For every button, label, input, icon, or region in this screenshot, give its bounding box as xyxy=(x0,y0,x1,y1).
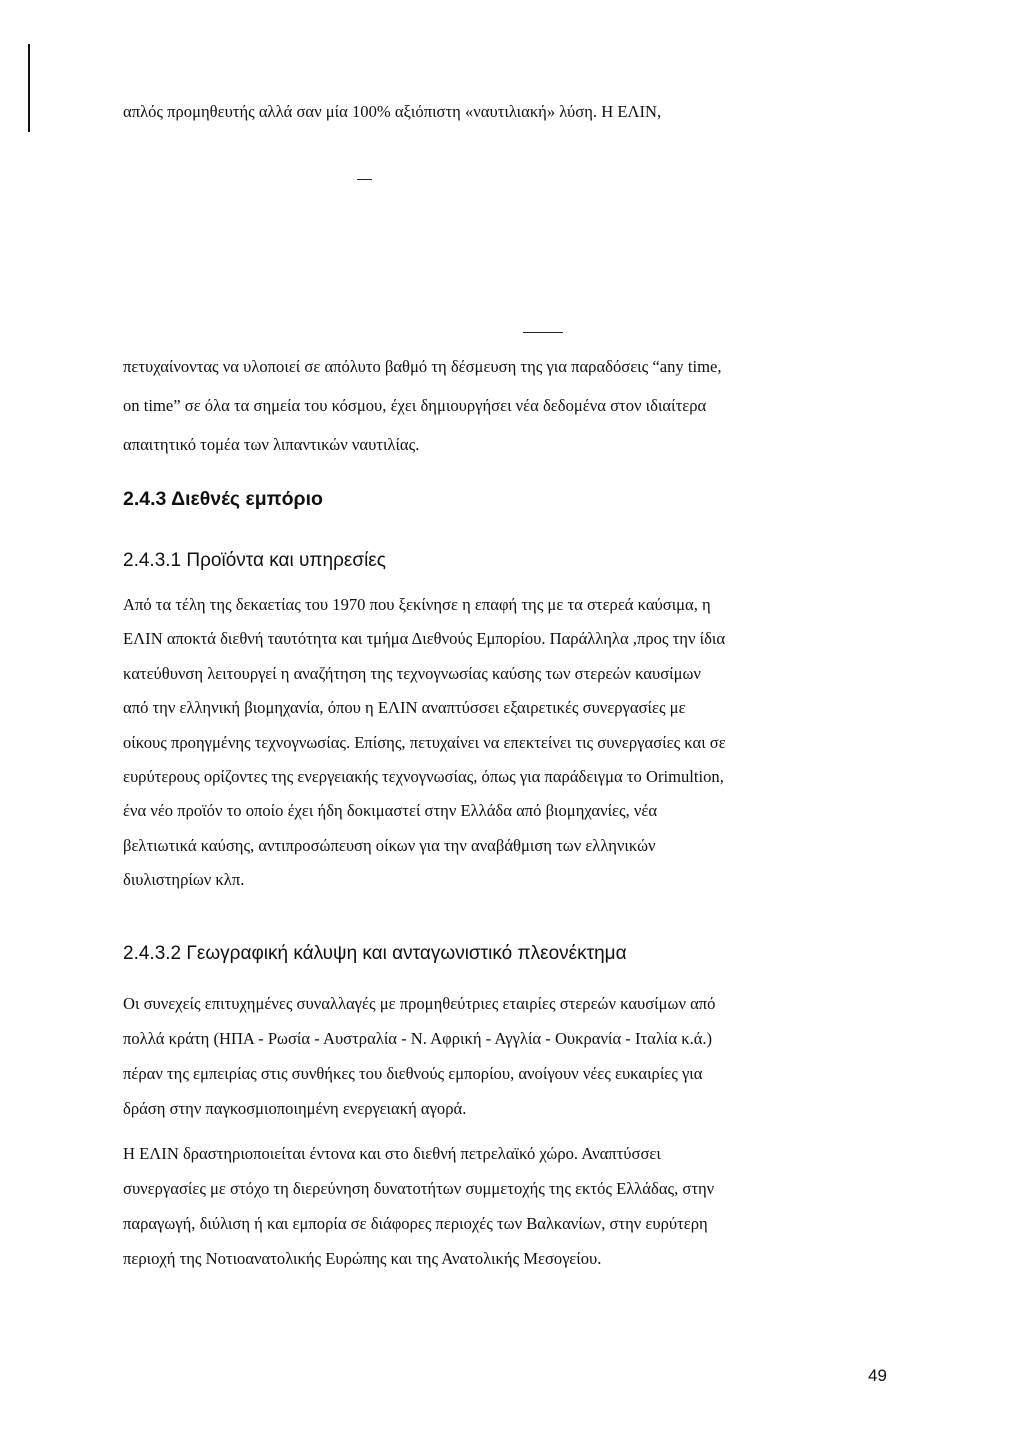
text-line: Η ΕΛΙΝ δραστηριοποιείται έντονα και στο διεθνή πετρελαϊκό χώρο. Αναπτύσσει xyxy=(123,1144,661,1163)
products-services-paragraph xyxy=(123,595,893,905)
text-line: βελτιωτικά καύσης, αντιπροσώπευση οίκων για την αναβάθμιση των ελληνικών xyxy=(123,835,656,855)
geographic-coverage-paragraph xyxy=(123,994,893,1134)
text-line: κατεύθυνση λειτουργεί η αναζήτηση της τεχνογνωσίας καύσης των στερεών καυσίμων xyxy=(123,663,701,683)
scan-edge-line xyxy=(28,44,30,132)
text-line: Οι συνεχείς επιτυχημένες συναλλαγές με προμηθεύτριες εταιρίες στερεών καυσίμων από xyxy=(123,994,716,1013)
text-line: συνεργασίες με στόχο τη διερεύνηση δυνατοτήτων συμμετοχής της εκτός Ελλάδας, στην xyxy=(123,1179,715,1198)
text-line: πολλά κράτη (ΗΠΑ - Ρωσία - Αυστραλία - Ν. Αφρική - Αγγλία - Ουκρανία - Ιταλία κ.ά.) xyxy=(123,1029,713,1048)
text-line: από την ελληνική βιομηχανία, όπου η ΕΛΙΝ αναπτύσσει εξαιρετικές συνεργασίες με xyxy=(123,698,686,718)
subsection-heading-2-4-3-2: 2.4.3.2 Γεωγραφική κάλυψη και ανταγωνιστικό πλεονέκτημα xyxy=(123,943,627,964)
divider-mark xyxy=(523,332,563,333)
text-line: πέραν της εμπειρίας στις συνθήκες του διεθνούς εμπορίου, ανοίγουν νέες ευκαιρίες για xyxy=(123,1064,703,1083)
intro-paragraph xyxy=(123,102,893,122)
international-oil-paragraph xyxy=(123,1144,893,1284)
text-line: ΕΛΙΝ αποκτά διεθνή ταυτότητα και τμήμα Διεθνούς Εμπορίου. Παράλληλα ,προς την ίδια xyxy=(123,629,726,649)
page-number: 49 xyxy=(868,1366,887,1385)
text-line: διυλιστηρίων κλπ. xyxy=(123,870,245,890)
text-line: απλός προμηθευτής αλλά σαν μία 100% αξιόπιστη «ναυτιλιακή» λύση. Η ΕΛΙΝ, xyxy=(123,102,662,121)
text-line: Από τα τέλη της δεκαετίας του 1970 που ξεκίνησε η επαφή της με τα στερεά καύσιμα, η xyxy=(123,595,711,614)
divider-mark xyxy=(357,179,372,180)
text-line: on time” σε όλα τα σημεία του κόσμου, έχει δημιουργήσει νέα δεδομένα στον ιδιαίτερα xyxy=(123,396,707,415)
text-line: πετυχαίνοντας να υλοποιεί σε απόλυτο βαθμό τη δέσμευση της για παραδόσεις “any time, xyxy=(123,357,722,376)
text-line: ένα νέο προϊόν το οποίο έχει ήδη δοκιμαστεί στην Ελλάδα από βιομηχανίες, νέα xyxy=(123,801,658,821)
text-line: περιοχή της Νοτιοανατολικής Ευρώπης και της Ανατολικής Μεσογείου. xyxy=(123,1249,602,1268)
text-line: ευρύτερους ορίζοντες της ενεργειακής τεχνογνωσίας, όπως για παράδειγμα το Orimultion, xyxy=(123,766,724,786)
continuation-paragraph xyxy=(123,357,893,474)
text-line: οίκους προηγμένης τεχνογνωσίας. Επίσης, πετυχαίνει να επεκτείνει τις συνεργασίες και σε xyxy=(123,732,726,752)
subsection-heading-2-4-3-1: 2.4.3.1 Προϊόντα και υπηρεσίες xyxy=(123,550,386,571)
section-heading-2-4-3: 2.4.3 Διεθνές εμπόριο xyxy=(123,488,323,510)
text-line: απαιτητικό τομέα των λιπαντικών ναυτιλίας. xyxy=(123,435,420,454)
text-line: δράση στην παγκοσμιοποιημένη ενεργειακή αγορά. xyxy=(123,1099,467,1118)
text-line: παραγωγή, διύλιση ή και εμπορία σε διάφορες περιοχές των Βαλκανίων, στην ευρύτερη xyxy=(123,1214,708,1233)
